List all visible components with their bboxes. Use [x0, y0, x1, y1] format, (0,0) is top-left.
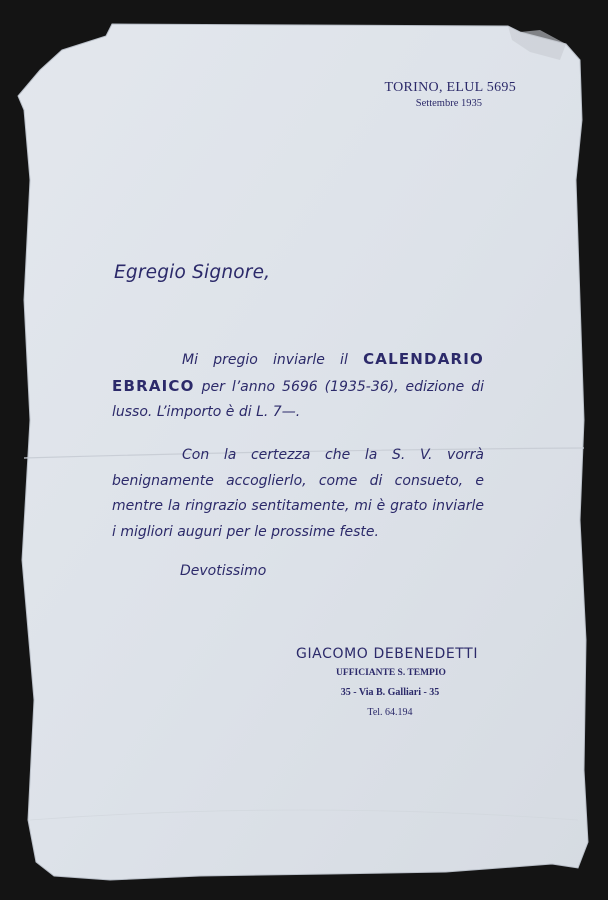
signature-title: UFFICIANTE S. TEMPIO	[336, 668, 446, 678]
closing: Devotissimo	[180, 563, 267, 579]
ebraico-word: EBRAICO	[112, 376, 195, 395]
city-date-hebrew: TORINO, ELUL 5695	[384, 80, 516, 95]
signature-phone: Tel. 64.194	[367, 707, 413, 718]
signature-name: GIACOMO DEBENEDETTI	[296, 646, 479, 662]
paragraph-2-text: Con la certezza che la S. V. vorrà benignamente accoglierlo, come di consueto, e mentre la ringrazio sentitamente, mi è grato inviarle i migliori auguri per le prossime feste.	[112, 447, 484, 540]
paragraph-1-text-a: Mi pregio inviarle il	[182, 352, 364, 368]
paragraph-1	[112, 347, 484, 426]
signature-address: 35 - Via B. Galliari - 35	[340, 687, 440, 698]
paragraph-1-text-b: per l’anno 5696 (1935-36), edizione di lusso. L’importo è di L. 7—.	[112, 378, 484, 420]
paragraph-2	[112, 443, 484, 545]
calendario-word: CALENDARIO	[363, 350, 484, 368]
salutation: Egregio Signore,	[114, 262, 271, 283]
date-gregorian: Settembre 1935	[415, 98, 482, 109]
